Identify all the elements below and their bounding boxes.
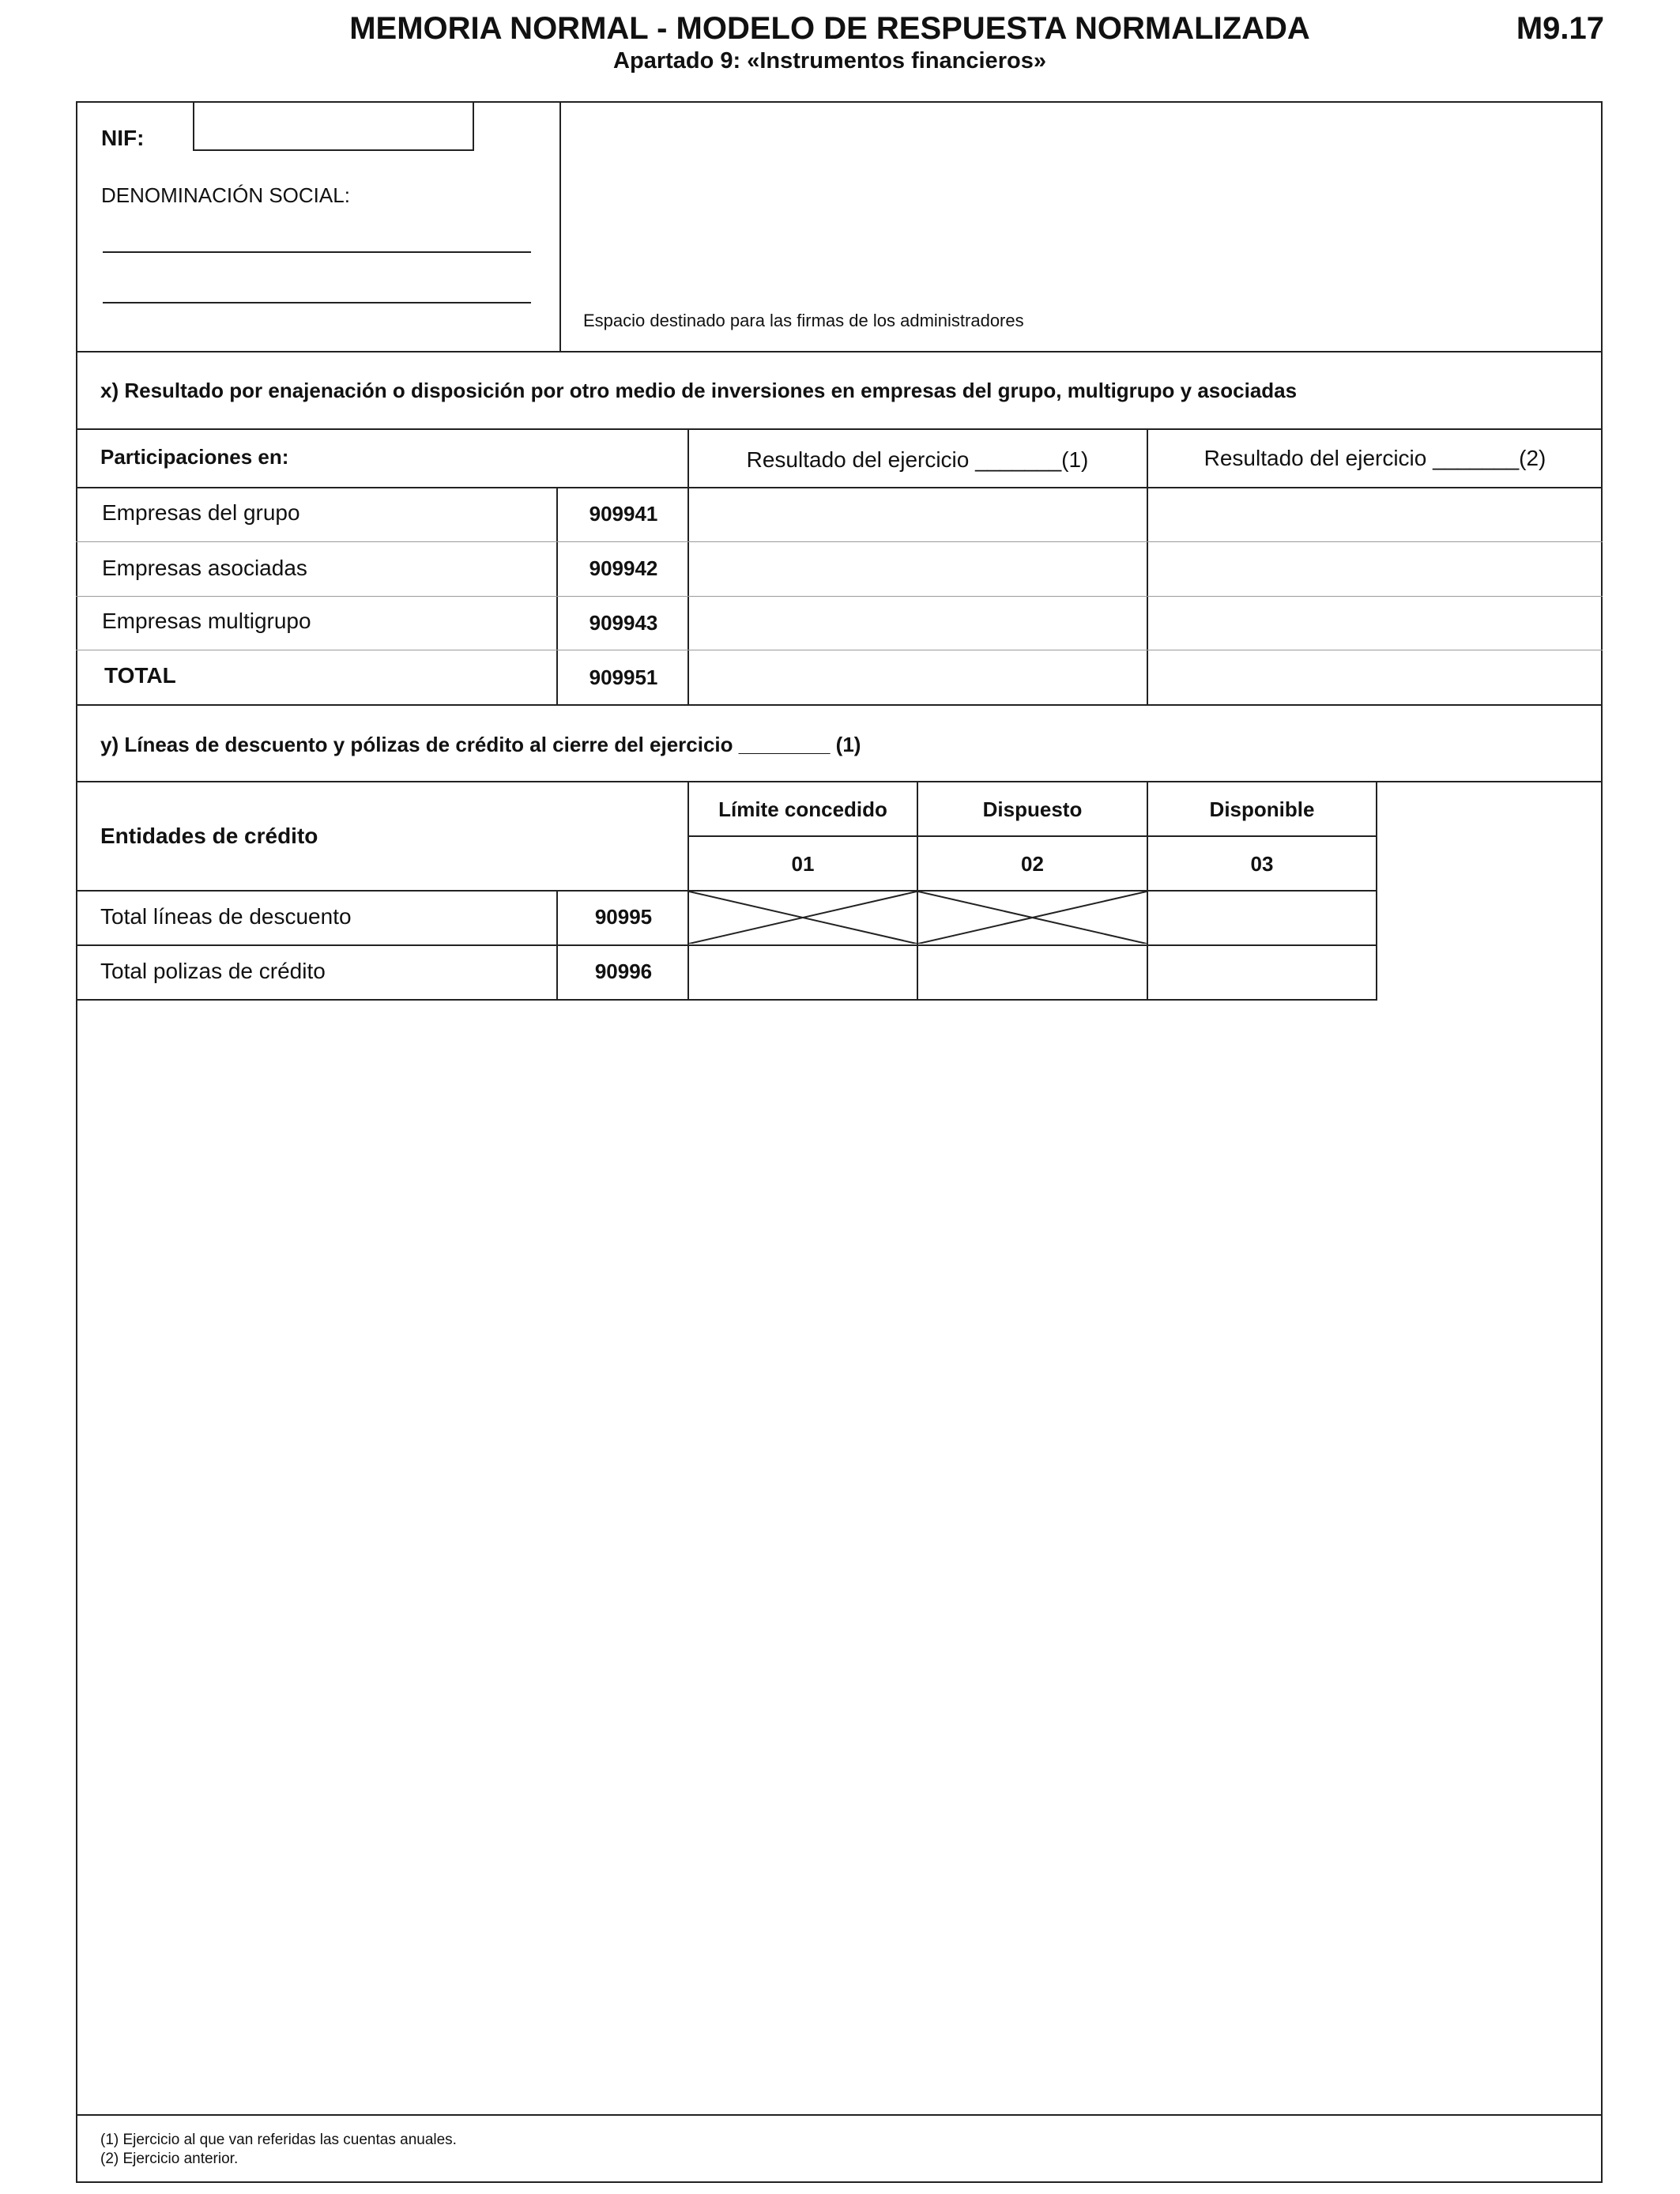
- disponible-input[interactable]: [1151, 958, 1372, 986]
- result-previous-input[interactable]: [1160, 663, 1599, 692]
- section-y-title: y) Líneas de descuento y pólizas de crédito al cierre del ejercicio ________ (1): [100, 733, 861, 756]
- separator: [76, 351, 1603, 352]
- disponible-input[interactable]: [1151, 903, 1372, 932]
- signature-caption: Espacio destinado para las firmas de los administradores: [583, 311, 1024, 330]
- result-previous-input[interactable]: [1160, 609, 1599, 638]
- row-code: 90995: [594, 905, 653, 929]
- row-label: Total líneas de descuento: [100, 904, 352, 929]
- result-current-header: Resultado del ejercicio _______(1): [746, 447, 1089, 472]
- row-code: 90996: [594, 959, 653, 983]
- denominacion-line-2[interactable]: [103, 275, 531, 303]
- table-row: [76, 597, 1603, 650]
- nif-field[interactable]: [193, 101, 474, 151]
- participaciones-header: Participaciones en:: [100, 445, 289, 469]
- footnote-2: (2) Ejercicio anterior.: [100, 2151, 239, 2167]
- separator: [76, 704, 1603, 706]
- form-subtitle: Apartado 9: «Instrumentos financieros»: [613, 48, 1046, 74]
- result-previous-header: Resultado del ejercicio _______(2): [1203, 446, 1546, 470]
- row-label: Total polizas de crédito: [100, 959, 326, 983]
- result-current-input[interactable]: [700, 663, 1143, 692]
- row-label: Empresas asociadas: [102, 556, 307, 580]
- row-code: 909941: [589, 502, 658, 526]
- form-title: MEMORIA NORMAL - MODELO DE RESPUESTA NORMALIZADA: [349, 11, 1310, 46]
- grid-line: [687, 835, 1377, 837]
- col-limite-code: 01: [791, 852, 815, 876]
- col-dispuesto-header: Dispuesto: [982, 797, 1083, 821]
- separator: [76, 2114, 1603, 2116]
- table-row-total: [76, 650, 1603, 704]
- result-previous-input[interactable]: [1160, 500, 1599, 529]
- result-current-input[interactable]: [700, 609, 1143, 638]
- row-code: 909951: [589, 665, 658, 689]
- notes-area[interactable]: [77, 1001, 1601, 2113]
- result-current-input[interactable]: [700, 555, 1143, 583]
- row-code: 909942: [589, 556, 658, 580]
- table-row: [76, 542, 1603, 596]
- denominacion-line-1[interactable]: [103, 224, 531, 253]
- crossed-cell-dispuesto: [918, 892, 1147, 944]
- entidades-header: Entidades de crédito: [100, 824, 318, 848]
- denominacion-label: DENOMINACIÓN SOCIAL:: [101, 183, 350, 207]
- result-current-input[interactable]: [700, 500, 1143, 529]
- dispuesto-input[interactable]: [929, 958, 1143, 986]
- limite-input[interactable]: [700, 958, 913, 986]
- signature-area[interactable]: [560, 103, 1601, 326]
- col-limite-header: Límite concedido: [718, 797, 887, 821]
- form-code: M9.17: [1516, 11, 1604, 46]
- row-label: Empresas multigrupo: [102, 609, 311, 633]
- section-x-title: x) Resultado por enajenación o disposición por otro medio de inversiones en empresas del grupo, multigrupo y asociadas: [100, 379, 1298, 402]
- result-previous-input[interactable]: [1160, 555, 1599, 583]
- row-label: TOTAL: [104, 663, 176, 688]
- crossed-cell-limite: [689, 892, 917, 944]
- table-row: [76, 488, 1603, 541]
- nif-label: NIF:: [101, 126, 145, 150]
- row-code: 909943: [589, 611, 658, 635]
- separator: [76, 781, 1603, 782]
- col-disponible-header: Disponible: [1209, 797, 1315, 821]
- separator: [76, 428, 1603, 430]
- row-label: Empresas del grupo: [102, 500, 300, 525]
- footnote-1: (1) Ejercicio al que van referidas las cuentas anuales.: [100, 2132, 457, 2148]
- col-disponible-code: 03: [1250, 852, 1274, 876]
- table-row: [76, 945, 1377, 999]
- col-dispuesto-code: 02: [1021, 852, 1044, 876]
